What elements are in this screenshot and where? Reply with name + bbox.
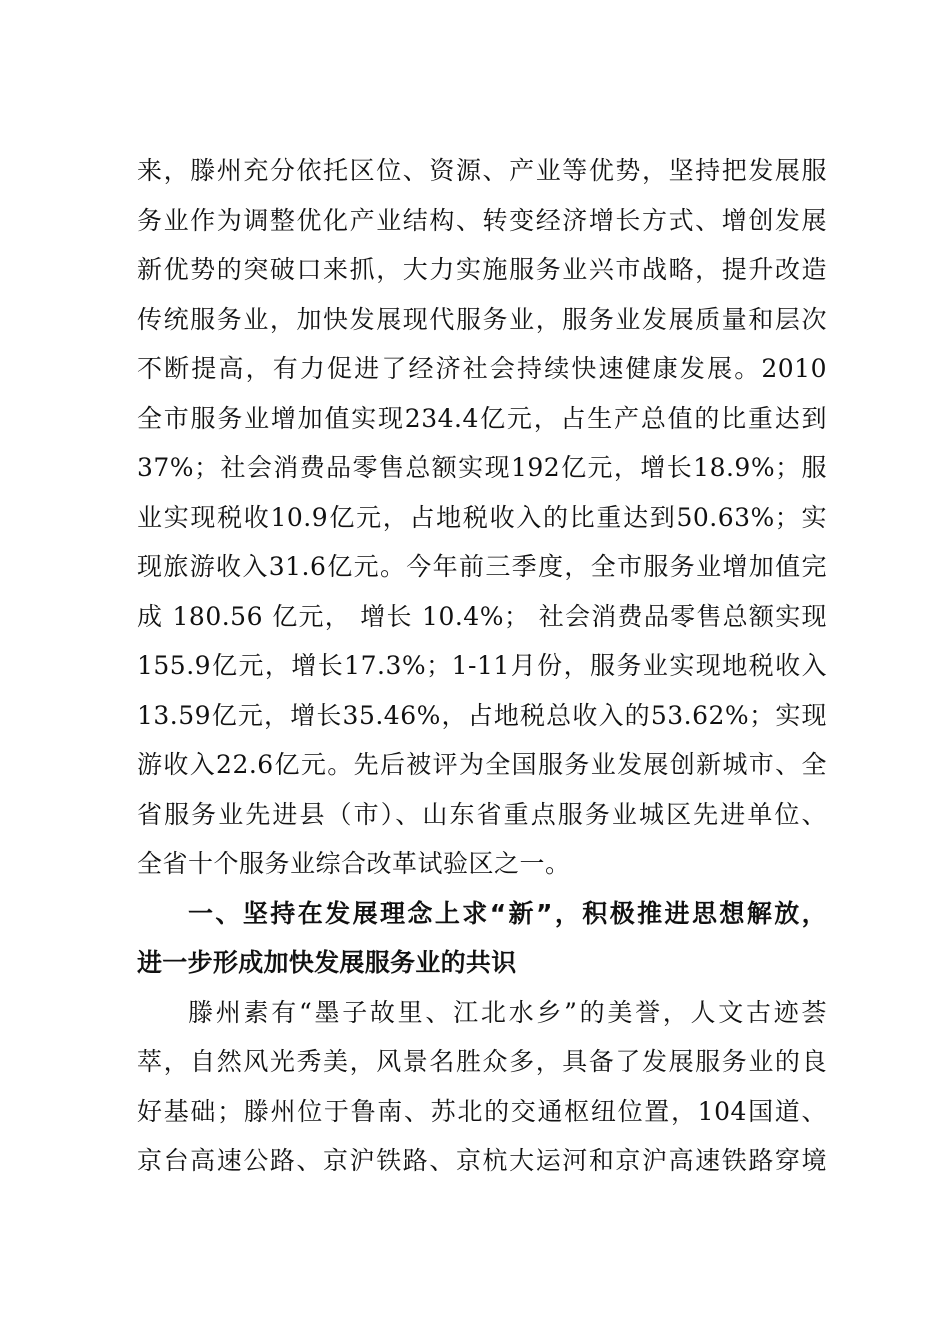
paragraph-line: 13.59亿元，增长35.46%，占地税总收入的53.62%；实现: [137, 700, 827, 730]
paragraph-line: 省服务业先进县（市）、山东省重点服务业城区先进单位、: [137, 799, 827, 829]
paragraph-line: 滕州素有“墨子故里、江北水乡”的美誉，人文古迹荟: [188, 997, 827, 1027]
paragraph-line: 37%；社会消费品零售总额实现192亿元，增长18.9%；服: [137, 453, 827, 482]
paragraph-line: 京台高速公路、京沪铁路、京杭大运河和京沪高速铁路穿境: [137, 1146, 827, 1175]
paragraph-line: 传统服务业，加快发展现代服务业，服务业发展质量和层次: [137, 304, 827, 334]
paragraph-line: 务业作为调整优化产业结构、转变经济增长方式、增创发展: [137, 205, 827, 235]
document-body: [137, 146, 827, 1186]
paragraph-line: 新优势的突破口来抓，大力实施服务业兴市战略，提升改造: [137, 255, 827, 284]
paragraph-line: 成 180.56 亿元， 增长 10.4%； 社会消费品零售总额实现: [137, 601, 827, 631]
section-heading: 一、坚持在发展理念上求“新”，积极推进思想解放，: [188, 898, 827, 928]
paragraph-line: 来，滕州充分依托区位、资源、产业等优势，坚持把发展服: [137, 156, 827, 185]
paragraph-line: 游收入22.6亿元。先后被评为全国服务业发展创新城市、全: [137, 750, 827, 779]
paragraph-line: 业实现税收10.9亿元，占地税收入的比重达到50.63%；实: [137, 502, 827, 532]
paragraph-line: 好基础；滕州位于鲁南、苏北的交通枢纽位置，104国道、: [137, 1096, 827, 1126]
paragraph-line: 不断提高，有力促进了经济社会持续快速健康发展。2010: [137, 354, 827, 383]
paragraph-line: 155.9亿元，增长17.3%；1-11月份，服务业实现地税收入: [137, 651, 827, 680]
paragraph-line: 现旅游收入31.6亿元。今年前三季度，全市服务业增加值完: [137, 552, 827, 581]
section-heading: 进一步形成加快发展服务业的共识: [137, 948, 517, 977]
paragraph-line: 萃，自然风光秀美，风景名胜众多，具备了发展服务业的良: [137, 1047, 827, 1076]
paragraph-line: 全市服务业增加值实现234.4亿元，占生产总值的比重达到: [137, 403, 827, 433]
paragraph-line: 全省十个服务业综合改革试验区之一。: [137, 849, 571, 878]
